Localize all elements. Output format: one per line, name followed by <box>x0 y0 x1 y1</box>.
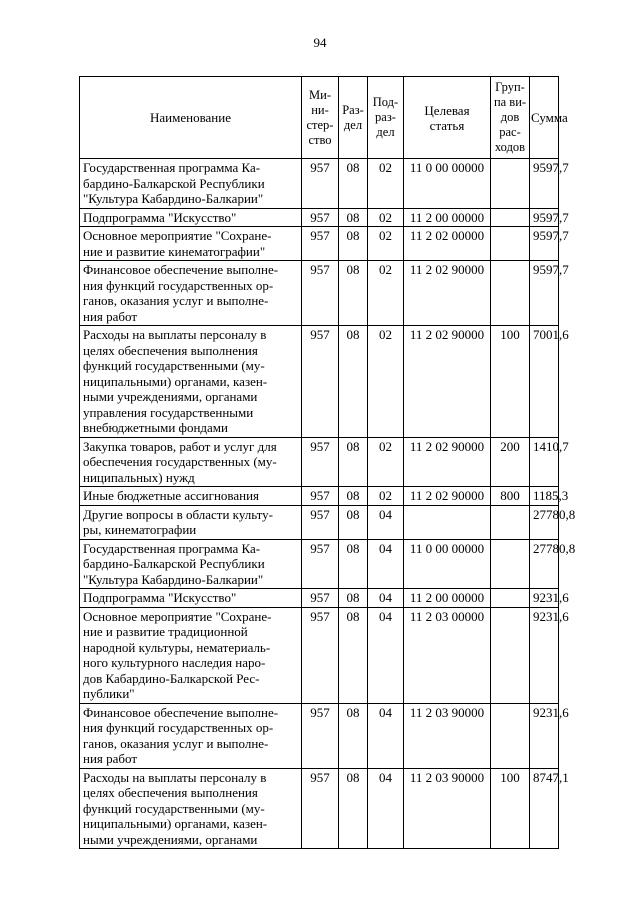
cell-group <box>491 208 530 227</box>
header-name: Наименование <box>80 77 302 159</box>
table-row <box>80 227 559 261</box>
cell-name: Финансовое обеспечение выполне- ния функций государственных ор- ганов, оказания услуг и выполне- ния работ <box>80 703 302 768</box>
cell-ministry: 957 <box>302 159 339 209</box>
header-subsection <box>368 77 404 159</box>
cell-target: 11 2 02 90000 <box>404 487 491 506</box>
cell-subsection: 02 <box>368 437 404 487</box>
cell-section: 08 <box>339 703 368 768</box>
cell-section: 08 <box>339 539 368 589</box>
cell-sum: 8747,1 <box>530 768 559 849</box>
cell-group <box>491 539 530 589</box>
cell-ministry: 957 <box>302 768 339 849</box>
cell-subsection: 02 <box>368 326 404 438</box>
cell-group <box>491 703 530 768</box>
cell-name: Государственная программа Ка- бардино-Балкарской Республики "Культура Кабардино-Балкарии" <box>80 159 302 209</box>
cell-sum: 9597,7 <box>530 261 559 326</box>
cell-name: Финансовое обеспечение выполне- ния функций государственных ор- ганов, оказания услуг и выполне- ния работ <box>80 261 302 326</box>
header-ministry-label: Ми- ни- стер- ство <box>306 87 334 147</box>
cell-ministry: 957 <box>302 539 339 589</box>
cell-ministry: 957 <box>302 227 339 261</box>
table-row <box>80 208 559 227</box>
cell-ministry: 957 <box>302 326 339 438</box>
cell-section: 08 <box>339 607 368 703</box>
cell-name: Подпрограмма "Искусство" <box>80 589 302 608</box>
cell-sum: 7001,6 <box>530 326 559 438</box>
cell-target: 11 2 03 90000 <box>404 768 491 849</box>
header-subsection-label: Под- раз- дел <box>372 95 399 139</box>
page-number: 94 <box>313 35 327 50</box>
cell-subsection: 02 <box>368 261 404 326</box>
table-row <box>80 159 559 209</box>
cell-subsection: 04 <box>368 703 404 768</box>
cell-name: Основное мероприятие "Сохране- ние и развитие традиционной народной культуры, нематериаль- ного культурного наследия наро- дов Кабардино-Балкарской Рес- публики" <box>80 607 302 703</box>
cell-name: Другие вопросы в области культу- ры, кинематографии <box>80 505 302 539</box>
header-sum: Сумма <box>530 77 559 159</box>
header-section <box>339 77 368 159</box>
cell-sum: 9231,6 <box>530 607 559 703</box>
table-row <box>80 326 559 438</box>
table-row <box>80 768 559 849</box>
cell-subsection: 02 <box>368 487 404 506</box>
cell-target <box>404 505 491 539</box>
header-row <box>80 77 559 159</box>
cell-sum: 27780,8 <box>530 539 559 589</box>
header-group-label: Груп- па ви- дов рас- ходов <box>493 80 527 154</box>
cell-name: Закупка товаров, работ и услуг для обеспечения государственных (му- ниципальных) нужд <box>80 437 302 487</box>
header-group <box>491 77 530 159</box>
table-row <box>80 437 559 487</box>
cell-section: 08 <box>339 227 368 261</box>
cell-subsection: 04 <box>368 505 404 539</box>
cell-sum: 1410,7 <box>530 437 559 487</box>
table-row <box>80 539 559 589</box>
cell-ministry: 957 <box>302 703 339 768</box>
cell-section: 08 <box>339 487 368 506</box>
header-ministry <box>302 77 339 159</box>
cell-sum: 9597,7 <box>530 227 559 261</box>
cell-name: Государственная программа Ка- бардино-Балкарской Республики "Культура Кабардино-Балкарии" <box>80 539 302 589</box>
cell-subsection: 04 <box>368 607 404 703</box>
cell-target: 11 0 00 00000 <box>404 539 491 589</box>
cell-section: 08 <box>339 437 368 487</box>
cell-target: 11 0 00 00000 <box>404 159 491 209</box>
cell-ministry: 957 <box>302 437 339 487</box>
cell-group: 800 <box>491 487 530 506</box>
cell-ministry: 957 <box>302 208 339 227</box>
cell-section: 08 <box>339 326 368 438</box>
cell-sum: 27780,8 <box>530 505 559 539</box>
table-row <box>80 261 559 326</box>
cell-target: 11 2 00 00000 <box>404 208 491 227</box>
cell-section: 08 <box>339 589 368 608</box>
cell-name: Иные бюджетные ассигнования <box>80 487 302 506</box>
cell-target: 11 2 03 00000 <box>404 607 491 703</box>
header-section-label: Раз- дел <box>342 102 364 132</box>
cell-ministry: 957 <box>302 607 339 703</box>
header-target <box>404 77 491 159</box>
cell-subsection: 04 <box>368 539 404 589</box>
cell-subsection: 02 <box>368 227 404 261</box>
cell-ministry: 957 <box>302 487 339 506</box>
cell-subsection: 02 <box>368 159 404 209</box>
cell-group: 100 <box>491 326 530 438</box>
cell-group: 200 <box>491 437 530 487</box>
cell-sum: 1185,3 <box>530 487 559 506</box>
cell-section: 08 <box>339 505 368 539</box>
cell-subsection: 04 <box>368 589 404 608</box>
cell-group <box>491 227 530 261</box>
table-body <box>80 159 576 849</box>
cell-target: 11 2 02 90000 <box>404 326 491 438</box>
table-row <box>80 505 559 539</box>
cell-group <box>491 589 530 608</box>
cell-ministry: 957 <box>302 589 339 608</box>
cell-section: 08 <box>339 208 368 227</box>
cell-sum: 9231,6 <box>530 703 559 768</box>
cell-target: 11 2 00 00000 <box>404 589 491 608</box>
cell-group <box>491 261 530 326</box>
table-row <box>80 589 559 608</box>
cell-group: 100 <box>491 768 530 849</box>
cell-section: 08 <box>339 159 368 209</box>
cell-subsection: 02 <box>368 208 404 227</box>
cell-target: 11 2 02 00000 <box>404 227 491 261</box>
table-row <box>80 607 559 703</box>
cell-ministry: 957 <box>302 505 339 539</box>
cell-name: Подпрограмма "Искусство" <box>80 208 302 227</box>
cell-sum: 9231,6 <box>530 589 559 608</box>
cell-sum: 9597,7 <box>530 159 559 209</box>
cell-name: Расходы на выплаты персоналу в целях обеспечения выполнения функций государственными (му- ниципальными) органами, казен- ными учреждениями, органами управления государственными внебюджетными фондами <box>80 326 302 438</box>
header-target-label: Целевая статья <box>424 102 470 133</box>
table-row <box>80 703 559 768</box>
cell-name: Расходы на выплаты персоналу в целях обеспечения выполнения функций государственными (му- ниципальными) органами, казен- ными учреждениями, органами <box>80 768 302 849</box>
cell-group <box>491 607 530 703</box>
cell-group <box>491 505 530 539</box>
cell-target: 11 2 03 90000 <box>404 703 491 768</box>
cell-target: 11 2 02 90000 <box>404 261 491 326</box>
cell-section: 08 <box>339 768 368 849</box>
cell-target: 11 2 02 90000 <box>404 437 491 487</box>
cell-subsection: 04 <box>368 768 404 849</box>
table-row <box>80 487 559 506</box>
budget-table <box>79 76 576 849</box>
cell-ministry: 957 <box>302 261 339 326</box>
cell-sum: 9597,7 <box>530 208 559 227</box>
cell-section: 08 <box>339 261 368 326</box>
cell-name: Основное мероприятие "Сохране- ние и развитие кинематографии" <box>80 227 302 261</box>
cell-group <box>491 159 530 209</box>
